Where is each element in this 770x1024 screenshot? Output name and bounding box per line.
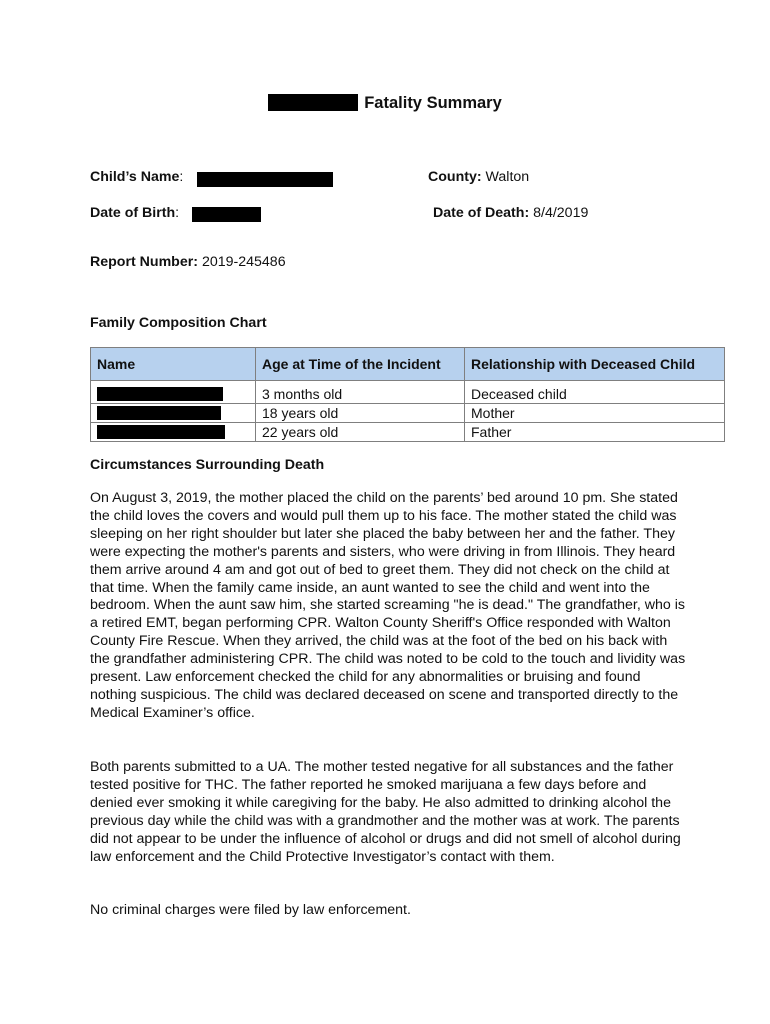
age-cell: 3 months old	[256, 385, 465, 404]
report-number-value: 2019-245486	[201, 254, 286, 270]
redaction-bar	[97, 425, 225, 439]
table-row	[91, 404, 725, 423]
report-number-field	[90, 254, 286, 270]
age-cell: 22 years old	[256, 423, 465, 442]
paragraph-charges: No criminal charges were filed by law enforcement.	[90, 902, 411, 918]
county-field	[428, 169, 529, 185]
redaction-bar	[197, 172, 333, 187]
child-name-label: Child’s Name	[90, 169, 180, 185]
document-title	[0, 94, 770, 113]
family-composition-table	[90, 347, 725, 442]
relationship-cell: Father	[465, 423, 725, 442]
table-header-row	[91, 348, 725, 381]
circumstances-heading: Circumstances Surrounding Death	[90, 457, 325, 473]
dod-field	[433, 205, 588, 221]
title-text: Fatality Summary	[364, 94, 502, 112]
report-number-label: Report Number:	[90, 254, 198, 270]
column-header-age: Age at Time of the Incident	[256, 348, 465, 381]
redaction-bar	[268, 94, 358, 111]
name-cell	[91, 423, 256, 442]
table-row	[91, 423, 725, 442]
dod-label: Date of Death:	[433, 205, 530, 221]
paragraph-circumstances: On August 3, 2019, the mother placed the child on the parents’ bed around 10 pm. She stated the child loves the covers and would pull them up to his face. The mother stated the child was sleeping on her right shoulder but later she placed the baby between her and the father. They were expecting the mother's parents and sisters, who were driving in from Illinois. They heard them arrive around 4 am and got out of bed to greet them. They did not check on the child at that time. When the family came inside, an aunt wanted to see the child and went into the bedroom. When the aunt saw him, she started screaming "he is dead." The grandfather, who is a retired EMT, began performing CPR. Walton County Sheriff's Office responded with Walton County Fire Rescue. When they arrived, the child was at the foot of the bed on his back with the grandfather administering CPR. The child was noted to be cold to the touch and lividity was present. Law enforcement checked the child for any abnormalities or bruising and found nothing suspicious. The child was declared deceased on scene and transported directly to the Medical Examiner’s office.	[90, 490, 686, 721]
dob-field	[90, 205, 179, 221]
county-label: County:	[428, 169, 482, 185]
age-cell: 18 years old	[256, 404, 465, 423]
redaction-bar	[97, 387, 223, 401]
county-value: Walton	[485, 169, 530, 185]
relationship-cell: Mother	[465, 404, 725, 423]
name-cell	[91, 385, 256, 404]
dod-value: 8/4/2019	[533, 205, 589, 221]
relationship-cell: Deceased child	[465, 385, 725, 404]
column-header-name: Name	[91, 348, 256, 381]
dob-colon: :	[175, 205, 180, 221]
paragraph-substance-testing: Both parents submitted to a UA. The mother tested negative for all substances and the father tested positive for THC. The father reported he smoked marijuana a few days before and denied ever smoking it while caregiving for the baby. He also admitted to drinking alcohol the previous day while the child was with a grandmother and the mother was at work. The parents did not appear to be under the influence of alcohol or drugs and did not smell of alcohol during law enforcement and the Child Protective Investigator’s contact with them.	[90, 759, 681, 865]
redaction-bar	[192, 207, 261, 222]
table-row	[91, 385, 725, 404]
child-name-colon: :	[179, 169, 184, 185]
child-name-field	[90, 169, 183, 185]
family-heading: Family Composition Chart	[90, 315, 267, 331]
name-cell	[91, 404, 256, 423]
redaction-bar	[97, 406, 221, 420]
dob-label: Date of Birth	[90, 205, 176, 221]
column-header-relationship: Relationship with Deceased Child	[465, 348, 725, 381]
